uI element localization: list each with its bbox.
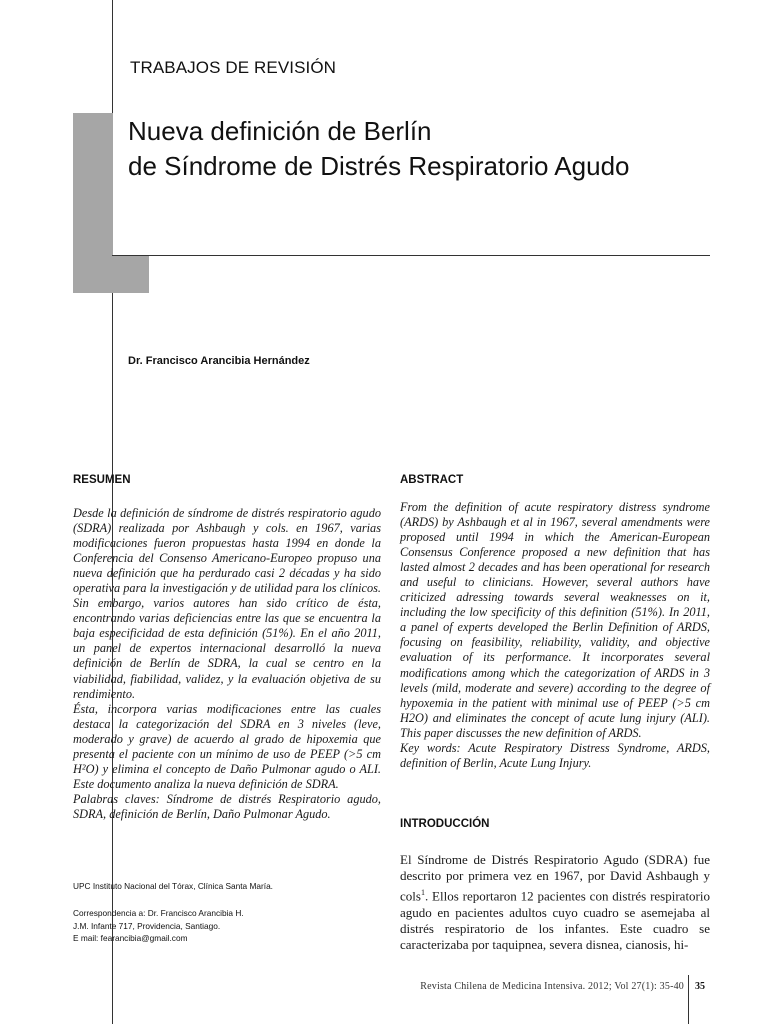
abstract-paragraph: From the definition of acute respiratory distress syndrome (ARDS) by Ashbaugh et al in 1967, several amendments were proposed until 1994 in which the American-European Consensus Conference proposed a new definition that has lasted almost 2 decades and has been operational for research and useful to clinicians. However, several authors have criticized adressing towards several weaknesses on it, including the low specificity of this definition (51%). In 2011, a panel of experts developed the Berlin Definition of ARDS, focusing on feasibility, reliability, validity, and objective evaluation of its performance. It incorporates several modifications among which the categorization of ARDS in 3 levels (mild, moderate and severe) according to the degree of hypoxemia in the patient with minimal use of PEEP (>5 cm H2O) and eliminates the concept of acute lung injury (ALI). This paper discusses the new definition of ARDS. (400, 500, 710, 740)
article-title (128, 114, 708, 184)
resumen-heading: RESUMEN (73, 474, 131, 486)
title-divider (112, 255, 710, 256)
introduccion-heading: INTRODUCCIÓN (400, 818, 490, 830)
resumen-paragraph: Ésta, incorpora varias modificaciones entre las cuales destaca la categorización del SDRA en 3 niveles (leve, moderado y grave) de acuerdo al grado de hipoxemia que presenta el paciente con un mínimo de uso de PEEP (>5 cm H²O) y elimina el concepto de Daño Pulmonar agudo o ALI. Este documento analiza la nueva definición de SDRA. (73, 701, 381, 791)
resumen-keywords: Palabras claves: Síndrome de distrés Respiratorio agudo, SDRA, definición de Berlín, Daño Pulmonar Agudo. (73, 791, 381, 821)
section-label: TRABAJOS DE REVISIÓN (130, 58, 337, 77)
correspondence-name: Correspondencia a: Dr. Francisco Arancibia H. (73, 908, 244, 918)
abstract-heading: ABSTRACT (400, 474, 464, 486)
abstract-body (400, 500, 710, 771)
gray-accent-block-small (113, 256, 149, 293)
introduccion-text: El Síndrome de Distrés Respiratorio Agudo (SDRA) fue descrito por primera vez en 1967, por David Ashbaugh y cols (400, 852, 710, 904)
page-number: 35 (695, 981, 705, 992)
reference-marker[interactable]: 1 (420, 887, 425, 897)
journal-citation: Revista Chilena de Medicina Intensiva. 2012; Vol 27(1): 35-40 (420, 981, 684, 992)
abstract-keywords: Key words: Acute Respiratory Distress Syndrome, ARDS, definition of Berlin, Acute Lung Injury. (400, 740, 710, 770)
introduccion-text-continued: . Ellos reportaron 12 pacientes con distrés respiratorio agudo en pacientes adultos cuyo cuadro se asemejaba al distrés respiratorio de los infantes. Este cuadro se caracterizaba por taquipnea, severa disnea, cianosis, hi- (400, 888, 710, 953)
correspondence-block (73, 907, 244, 945)
article-title-line-1: Nueva definición de Berlín (128, 116, 432, 146)
author-name: Dr. Francisco Arancibia Hernández (128, 355, 310, 367)
gray-accent-block (73, 113, 113, 293)
resumen-paragraph: Desde la definición de síndrome de distrés respiratorio agudo (SDRA) realizada por Ashbaugh y cols. en 1967, varias modificaciones fueron propuestas hasta 1994 en donde la Conferencia del Consenso Americano-Europeo propuso una nueva definición que ha perdurado casi 2 décadas y ha sido operativa para la investigación y de utilidad para los clínicos. Sin embargo, varios autores han sido crítico de ésta, encontrando varias deficiencias entre las que se encuentra la baja especificidad de esta definición (51%). En el año 2011, un panel de expertos internacional desarrolló la nueva definición de Berlín de SDRA, la cual se centro en la viabilidad, fiabilidad, validez, y la evaluación objetiva de su rendimiento. (73, 506, 381, 701)
institution-note: UPC Instituto Nacional del Tórax, Clínica Santa María. (73, 881, 273, 891)
correspondence-email: E mail: fearancibia@gmail.com (73, 933, 188, 944)
article-title-line-2: de Síndrome de Distrés Respiratorio Agudo (128, 151, 630, 181)
introduccion-body (400, 852, 710, 954)
correspondence-address: J.M. Infante 717, Providencia, Santiago. (73, 920, 221, 931)
resumen-body (73, 506, 381, 822)
footer-rule (688, 975, 689, 1024)
